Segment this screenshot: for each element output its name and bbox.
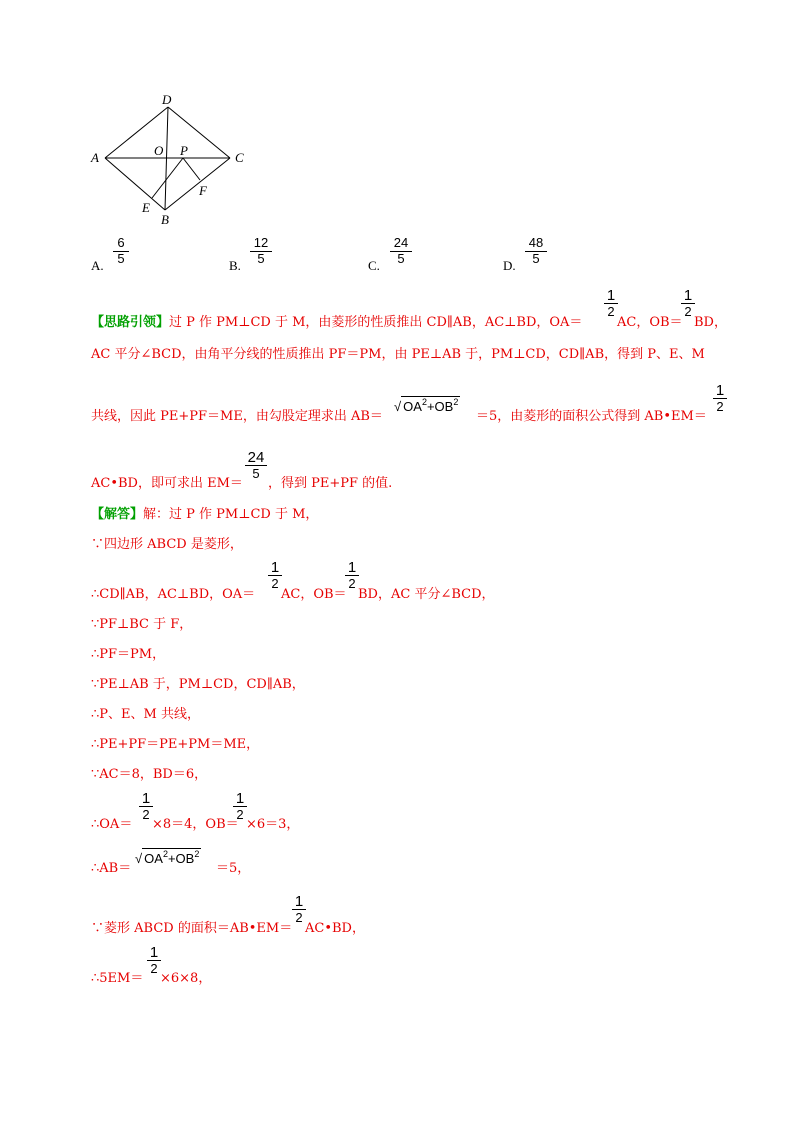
label-e: E (142, 200, 150, 215)
solution-half-4-den: 2 (233, 806, 247, 821)
solution-half-4 (233, 791, 247, 821)
solution-half-2-den: 2 (345, 575, 359, 590)
hint-sqrt-exp-2: 2 (453, 397, 459, 407)
hint-sqrt-b: +OB (426, 399, 454, 414)
solution-step-11b: AC•BD， (305, 921, 365, 936)
solution-half-2-num: 1 (347, 559, 357, 576)
solution-step-2b: AC，OB＝ (281, 587, 347, 602)
label-d: D (162, 92, 172, 107)
solution-half-5-num: 1 (294, 893, 304, 910)
label-o: O (154, 143, 164, 158)
solution-step-9c: ×6＝3， (246, 817, 300, 832)
solution-step-2c: BD，AC 平分∠BCD， (358, 587, 495, 602)
solution-intro: 解：过 P 作 PM⊥CD 于 M， (143, 507, 319, 522)
solution-step-9a: ∴OA＝ (91, 817, 133, 832)
solution-half-3-den: 2 (139, 806, 153, 821)
solution-step-9b: ×8＝4，OB＝ (152, 817, 239, 832)
option-d-num: 48 (528, 235, 544, 250)
rhombus-figure (85, 90, 255, 230)
hint-line-3b: ＝5，由菱形的面积公式得到 AB•EM＝ (476, 409, 707, 424)
hint-line-1b: AC，OB＝ (617, 315, 683, 330)
option-a-num: 6 (117, 235, 125, 250)
solution-step-7: ∴PE+PF＝PE+PM＝ME， (91, 737, 260, 752)
solution-half-5-den: 2 (292, 909, 306, 924)
option-c-letter: C. (368, 258, 380, 273)
hint-em-den: 5 (245, 465, 267, 480)
label-a: A (91, 150, 99, 165)
option-d-fraction (525, 236, 547, 267)
hint-half-3-num: 1 (715, 382, 725, 399)
solution-step-3: ∵PF⊥BC 于 F， (91, 617, 193, 632)
option-d-letter: D. (503, 258, 516, 273)
solution-step-10a: ∴AB＝ (91, 861, 132, 876)
solution-half-1-num: 1 (270, 559, 280, 576)
solution-step-4: ∴PF＝PM， (91, 647, 166, 662)
option-c-fraction (390, 236, 412, 267)
solution-sqrt-exp-1: 2 (162, 849, 168, 859)
solution-step-8: ∵AC＝8，BD＝6， (91, 767, 208, 782)
hint-line-2: AC 平分∠BCD，由角平分线的性质推出 PF＝PM，由 PE⊥AB 于，PM⊥CD，CD∥AB，得到 P、E、M (91, 347, 705, 362)
solution-half-4-num: 1 (235, 790, 245, 807)
label-b: B (161, 212, 169, 227)
option-d-den: 5 (525, 251, 547, 267)
solution-half-2 (345, 560, 359, 590)
label-p: P (180, 143, 188, 158)
solution-step-2a: ∴CD∥AB，AC⊥BD，OA＝ (91, 587, 256, 602)
hint-half-2-num: 1 (683, 287, 693, 304)
solution-step-12b: ×6×8， (160, 971, 212, 986)
hint-sqrt: √ $OA^2+OB^2$ (394, 397, 459, 414)
solution-half-6-num: 1 (149, 944, 159, 961)
label-f: F (199, 183, 207, 198)
solution-half-3-num: 1 (141, 790, 151, 807)
solution-half-5 (292, 894, 306, 924)
solution-step-10b: ＝5， (216, 861, 251, 876)
hint-half-2 (681, 288, 695, 318)
hint-half-1-den: 2 (604, 303, 618, 318)
solution-step-6: ∴P、E、M 共线， (91, 707, 200, 722)
edge-cb (165, 158, 230, 210)
hint-line-1c: BD， (694, 315, 727, 330)
option-a-letter: A. (91, 258, 104, 273)
solution-half-1 (268, 560, 282, 590)
solution-half-1-den: 2 (268, 575, 282, 590)
label-c: C (235, 150, 244, 165)
solution-sqrt-b: +OB (167, 851, 195, 866)
hint-line-4a: AC•BD，即可求出 EM＝ (91, 476, 243, 491)
hint-em-fraction (245, 450, 267, 480)
option-b-fraction (250, 236, 272, 267)
option-b-den: 5 (250, 251, 272, 267)
solution-sqrt-exp-2: 2 (194, 849, 200, 859)
option-c-num: 24 (393, 235, 409, 250)
hint-tag: 【思路引领】 (91, 315, 170, 330)
solution-half-3 (139, 791, 153, 821)
segment-pe (152, 158, 183, 198)
hint-half-1 (604, 288, 618, 318)
segment-pf (183, 158, 200, 180)
solution-sqrt: √ $OA^2+OB^2$ (135, 849, 200, 866)
solution-step-12a: ∴5EM＝ (91, 971, 144, 986)
solution-tag: 【解答】 (91, 507, 144, 522)
hint-half-3 (713, 383, 727, 413)
solution-half-6-den: 2 (147, 960, 161, 975)
hint-line-1 (91, 311, 582, 330)
solution-intro-line (91, 503, 318, 522)
solution-step-1: ∵四边形 ABCD 是菱形， (91, 537, 243, 552)
hint-half-1-num: 1 (606, 287, 616, 304)
hint-line-3a: 共线，因此 PE+PF＝ME，由勾股定理求出 AB＝ (91, 409, 383, 424)
solution-step-5: ∵PE⊥AB 于，PM⊥CD，CD∥AB， (91, 677, 305, 692)
hint-sqrt-a: OA (403, 399, 422, 414)
option-a-den: 5 (113, 251, 129, 267)
hint-line-4b: ，得到 PE+PF 的值. (268, 476, 393, 491)
option-b-num: 12 (253, 235, 269, 250)
hint-line-1a: 过 P 作 PM⊥CD 于 M，由菱形的性质推出 CD∥AB，AC⊥BD，OA＝ (169, 315, 583, 330)
edge-ba (105, 158, 165, 210)
hint-sqrt-exp-1: 2 (421, 397, 427, 407)
solution-step-11a: ∵菱形 ABCD 的面积＝AB•EM＝ (91, 921, 293, 936)
option-b-letter: B. (229, 258, 241, 273)
solution-half-6 (147, 945, 161, 975)
edge-dc (168, 107, 230, 158)
solution-sqrt-a: OA (144, 851, 163, 866)
option-a-fraction (113, 236, 129, 267)
hint-half-3-den: 2 (713, 398, 727, 413)
hint-em-num: 24 (247, 449, 265, 466)
option-c-den: 5 (390, 251, 412, 267)
hint-half-2-den: 2 (681, 303, 695, 318)
